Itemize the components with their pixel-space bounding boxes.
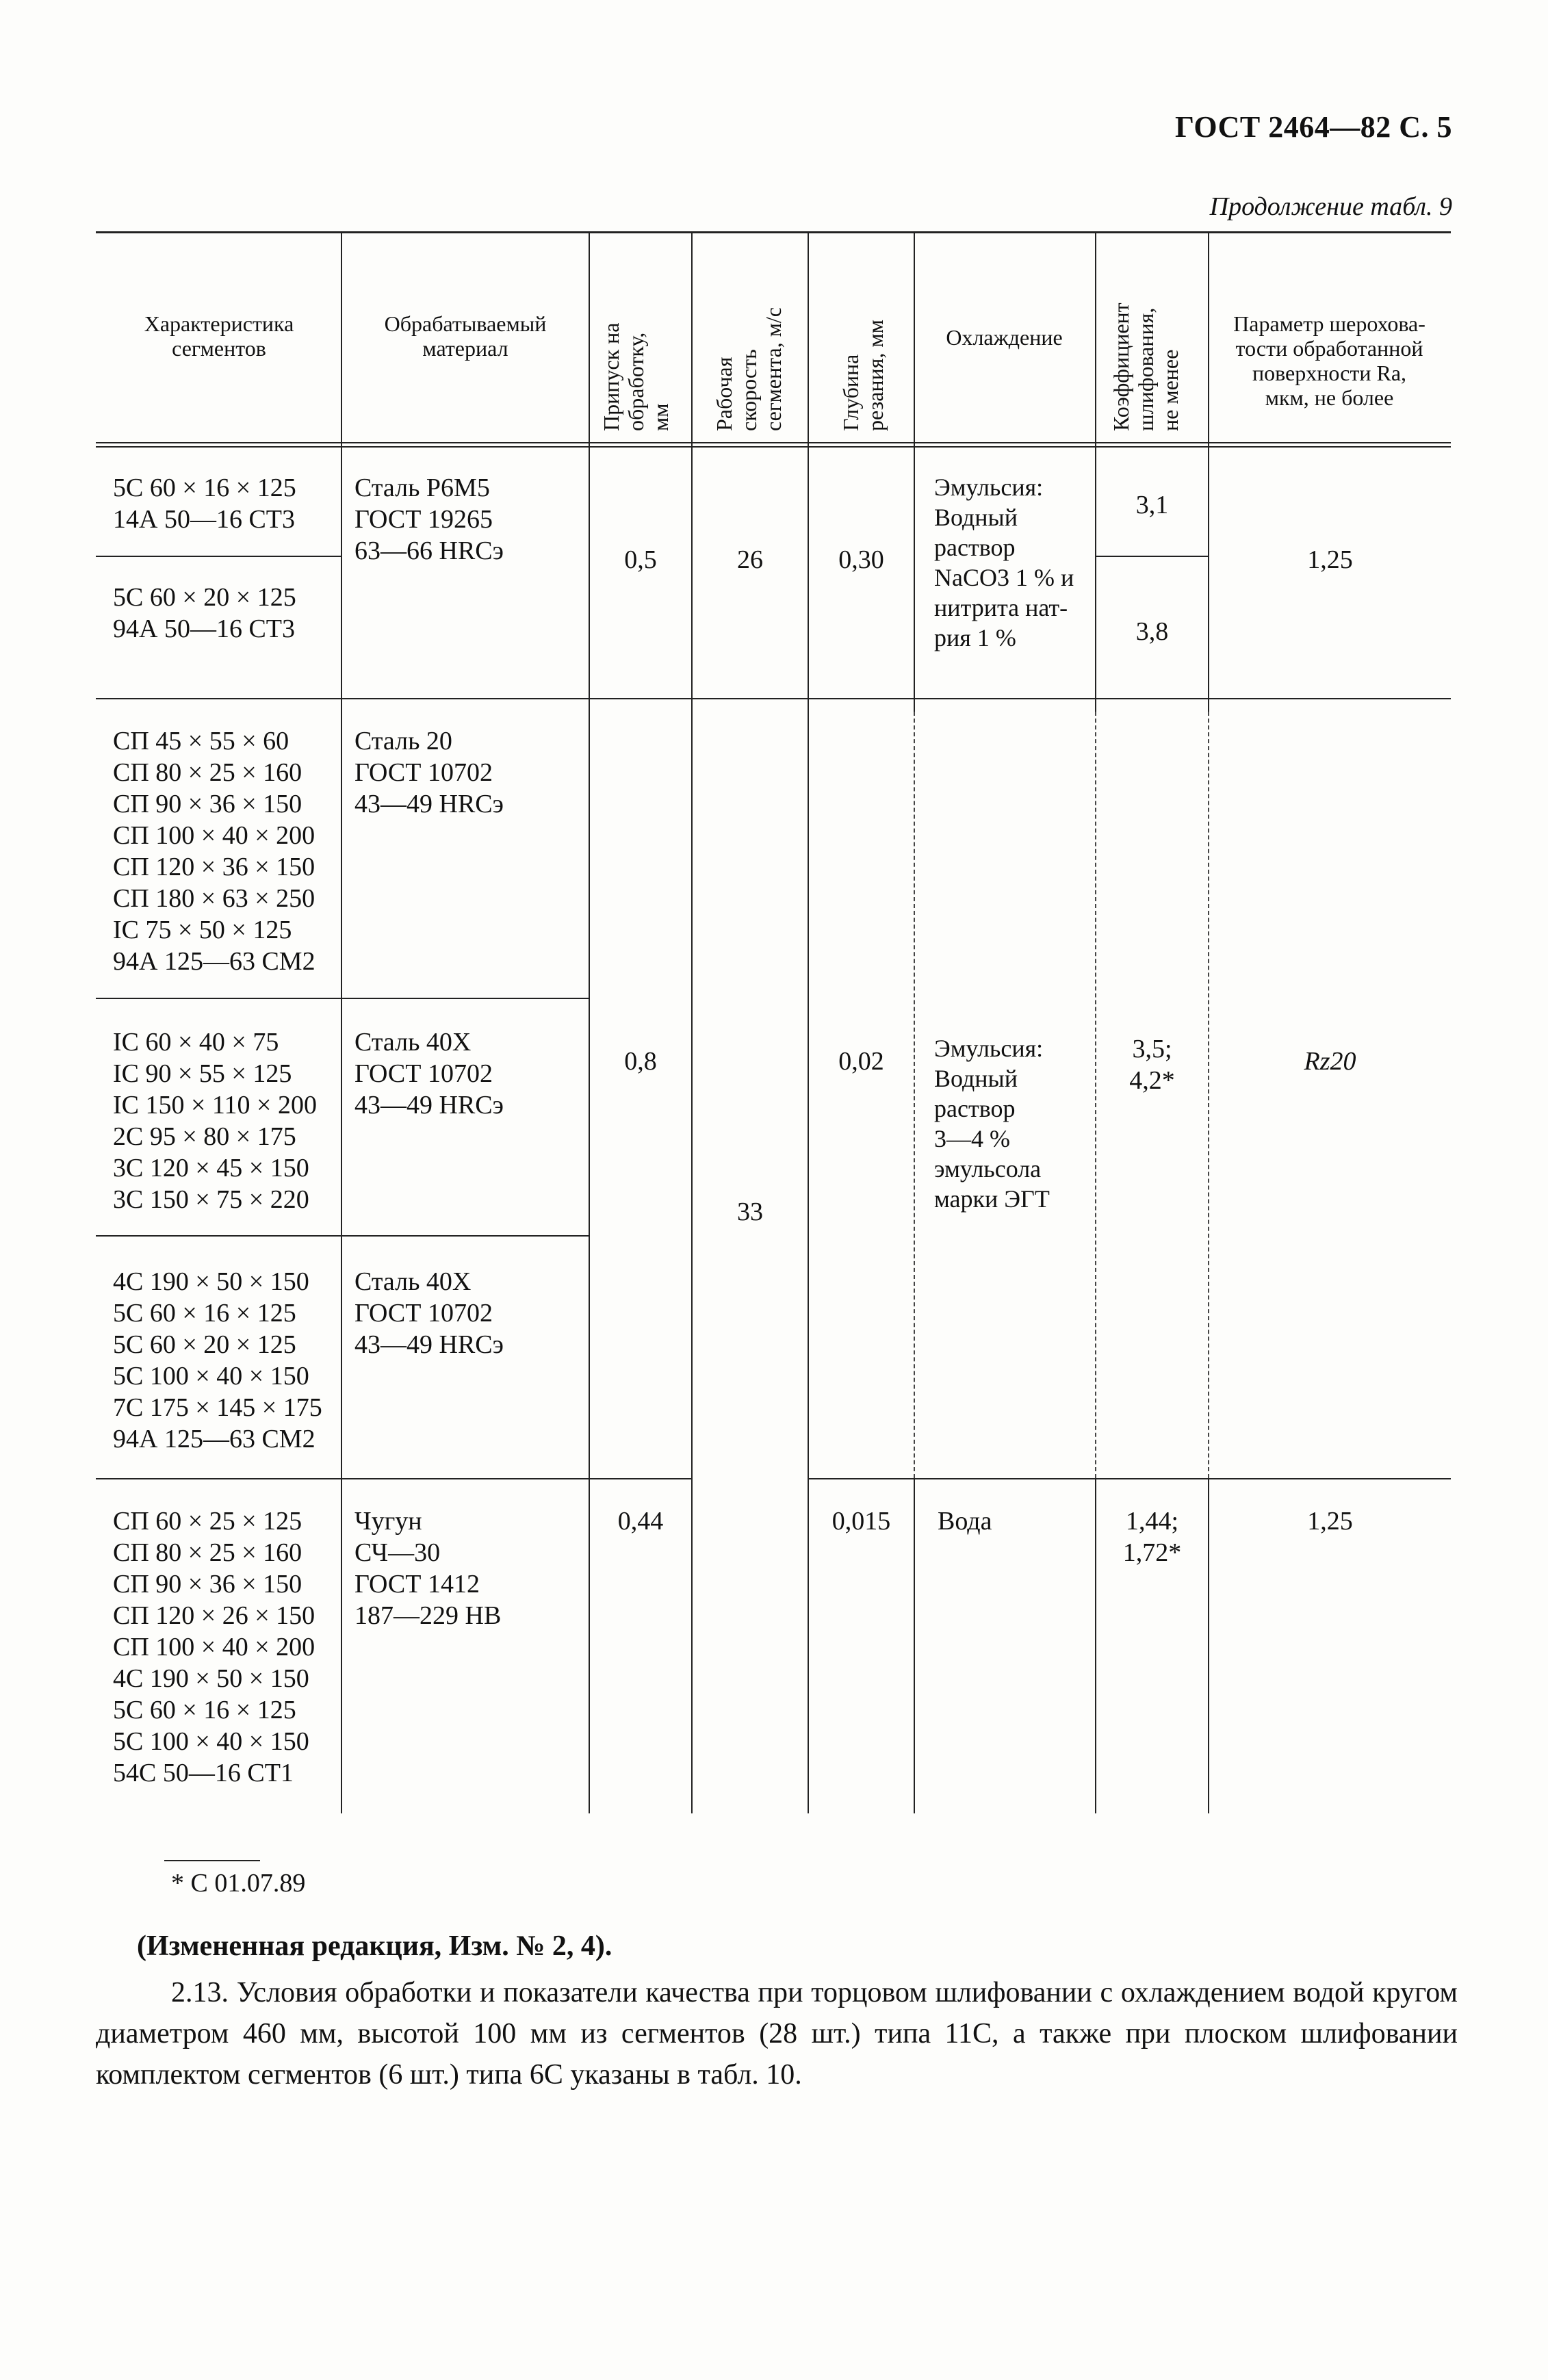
table-top-rule bbox=[96, 231, 1451, 233]
b1-depth: 0,30 bbox=[838, 545, 884, 574]
col-rule-3 bbox=[691, 233, 693, 1813]
b2-speed: 33 bbox=[737, 1198, 763, 1226]
b2-segments-c: 4С 190 × 50 × 150 5С 60 × 16 × 125 5С 60 × 20 × 125 5С 100 × 40 × 150 7С 175 × 145 × 175 94А 125—63 СМ2 bbox=[113, 1267, 322, 1453]
footnote-rule bbox=[164, 1860, 260, 1861]
b3-coef: 1,44; 1,72* bbox=[1122, 1507, 1182, 1567]
footnote: * С 01.07.89 bbox=[171, 1869, 306, 1898]
header-bottom-rule bbox=[96, 442, 1451, 448]
b1-segments-a: 5С 60 × 16 × 125 14А 50—16 СТ3 bbox=[113, 474, 296, 534]
b3-roughness: 1,25 bbox=[1307, 1507, 1353, 1536]
header-speed: Рабочая скорость сегмента, м/с bbox=[712, 307, 786, 431]
b2-allowance: 0,8 bbox=[624, 1047, 657, 1076]
header-material: Обрабатываемый материал bbox=[384, 311, 547, 361]
b3-allowance: 0,44 bbox=[617, 1507, 664, 1536]
rule-block2-split1 bbox=[96, 998, 589, 999]
b1-allowance: 0,5 bbox=[624, 545, 657, 574]
b1-coef-a: 3,1 bbox=[1135, 491, 1169, 519]
rule-block2-bottom-right bbox=[808, 1478, 1451, 1479]
b3-cooling: Вода bbox=[938, 1507, 992, 1536]
amendment-note: (Измененная редакция, Изм. № 2, 4). bbox=[137, 1930, 612, 1962]
rule-block1-split bbox=[96, 556, 341, 557]
col-rule-5-low bbox=[914, 1478, 915, 1813]
paragraph-2-13 bbox=[96, 1972, 1458, 2095]
paragraph-text: 2.13. Условия обработки и показатели качества при торцовом шлифовании с охлаждением водой кругом диаметром 460 мм, высотой 100 мм из сегментов (28 шт.) типа 11С, а также при плоском шлифовании комплектом сегментов (6 шт.) типа 6С указаны в табл. 10. bbox=[96, 1977, 1458, 2091]
b3-depth: 0,015 bbox=[831, 1507, 891, 1536]
rule-block2-split2 bbox=[96, 1235, 589, 1237]
col-rule-5-dashed bbox=[914, 712, 915, 1478]
b1-material: Сталь Р6М5 ГОСТ 19265 63—66 HRCэ bbox=[354, 474, 504, 565]
header-roughness: Параметр шерохова- тости обработанной поверхности Ra, мкм, не более bbox=[1233, 311, 1426, 410]
b2-material-a: Сталь 20 ГОСТ 10702 43—49 HRCэ bbox=[354, 727, 504, 818]
b2-material-c: Сталь 40Х ГОСТ 10702 43—49 HRCэ bbox=[354, 1267, 504, 1359]
header-characteristic: Характеристика сегментов bbox=[144, 311, 294, 361]
b2-roughness: Rz20 bbox=[1304, 1047, 1356, 1076]
col-rule-1 bbox=[341, 233, 342, 1813]
b1-roughness: 1,25 bbox=[1307, 545, 1353, 574]
b3-material: Чугун СЧ—30 ГОСТ 1412 187—229 НВ bbox=[354, 1507, 502, 1630]
b1-speed: 26 bbox=[737, 545, 763, 574]
b3-segments: СП 60 × 25 × 125 СП 80 × 25 × 160 СП 90 × 36 × 150 СП 120 × 26 × 150 СП 100 × 40 × 200 4С 190 × 50 × 150 5С 60 × 16 × 125 5С 100 × 40 × 150 54С 50—16 СТ1 bbox=[113, 1507, 315, 1787]
rule-block1-bottom bbox=[96, 698, 1451, 699]
col-rule-2 bbox=[589, 233, 590, 1813]
header-allowance: Припуск на обработку, мм bbox=[599, 322, 673, 431]
header-depth: Глубина резания, мм bbox=[838, 320, 888, 431]
b2-coef: 3,5; 4,2* bbox=[1129, 1035, 1175, 1095]
b2-segments-b: IС 60 × 40 × 75 IС 90 × 55 × 125 IС 150 × 110 × 200 2С 95 × 80 × 175 3С 120 × 45 × 150 3С 150 × 75 × 220 bbox=[113, 1028, 317, 1214]
col-rule-7-dashed bbox=[1208, 712, 1209, 1478]
col-rule-5 bbox=[914, 233, 915, 712]
b2-material-b: Сталь 40Х ГОСТ 10702 43—49 HRCэ bbox=[354, 1028, 504, 1120]
b2-segments-a: СП 45 × 55 × 60 СП 80 × 25 × 160 СП 90 × 36 × 150 СП 100 × 40 × 200 СП 120 × 36 × 150 СП 180 × 63 × 250 IС 75 × 50 × 125 94А 125—63 СМ2 bbox=[113, 727, 315, 976]
table-caption: Продолжение табл. 9 bbox=[1209, 192, 1452, 221]
b1-coef-b: 3,8 bbox=[1135, 617, 1169, 646]
b2-depth: 0,02 bbox=[838, 1047, 884, 1076]
header-cooling: Охлаждение bbox=[946, 325, 1063, 350]
page-header: ГОСТ 2464—82 С. 5 bbox=[1174, 110, 1452, 144]
header-coef: Коэффициент шлифования, не менее bbox=[1109, 302, 1183, 431]
col-rule-4 bbox=[808, 233, 809, 1813]
b2-cooling: Эмульсия: Водный раствор 3—4 % эмульсола марки ЭГТ bbox=[934, 1035, 1050, 1213]
rule-block1-split-coef bbox=[1095, 556, 1208, 557]
b1-segments-b: 5С 60 × 20 × 125 94А 50—16 СТ3 bbox=[113, 583, 296, 643]
col-rule-7 bbox=[1208, 233, 1209, 712]
b1-cooling: Эмульсия: Водный раствор NaCO3 1 % и нитрита нат- рия 1 % bbox=[934, 474, 1074, 651]
rule-block2-bottom bbox=[96, 1478, 691, 1479]
